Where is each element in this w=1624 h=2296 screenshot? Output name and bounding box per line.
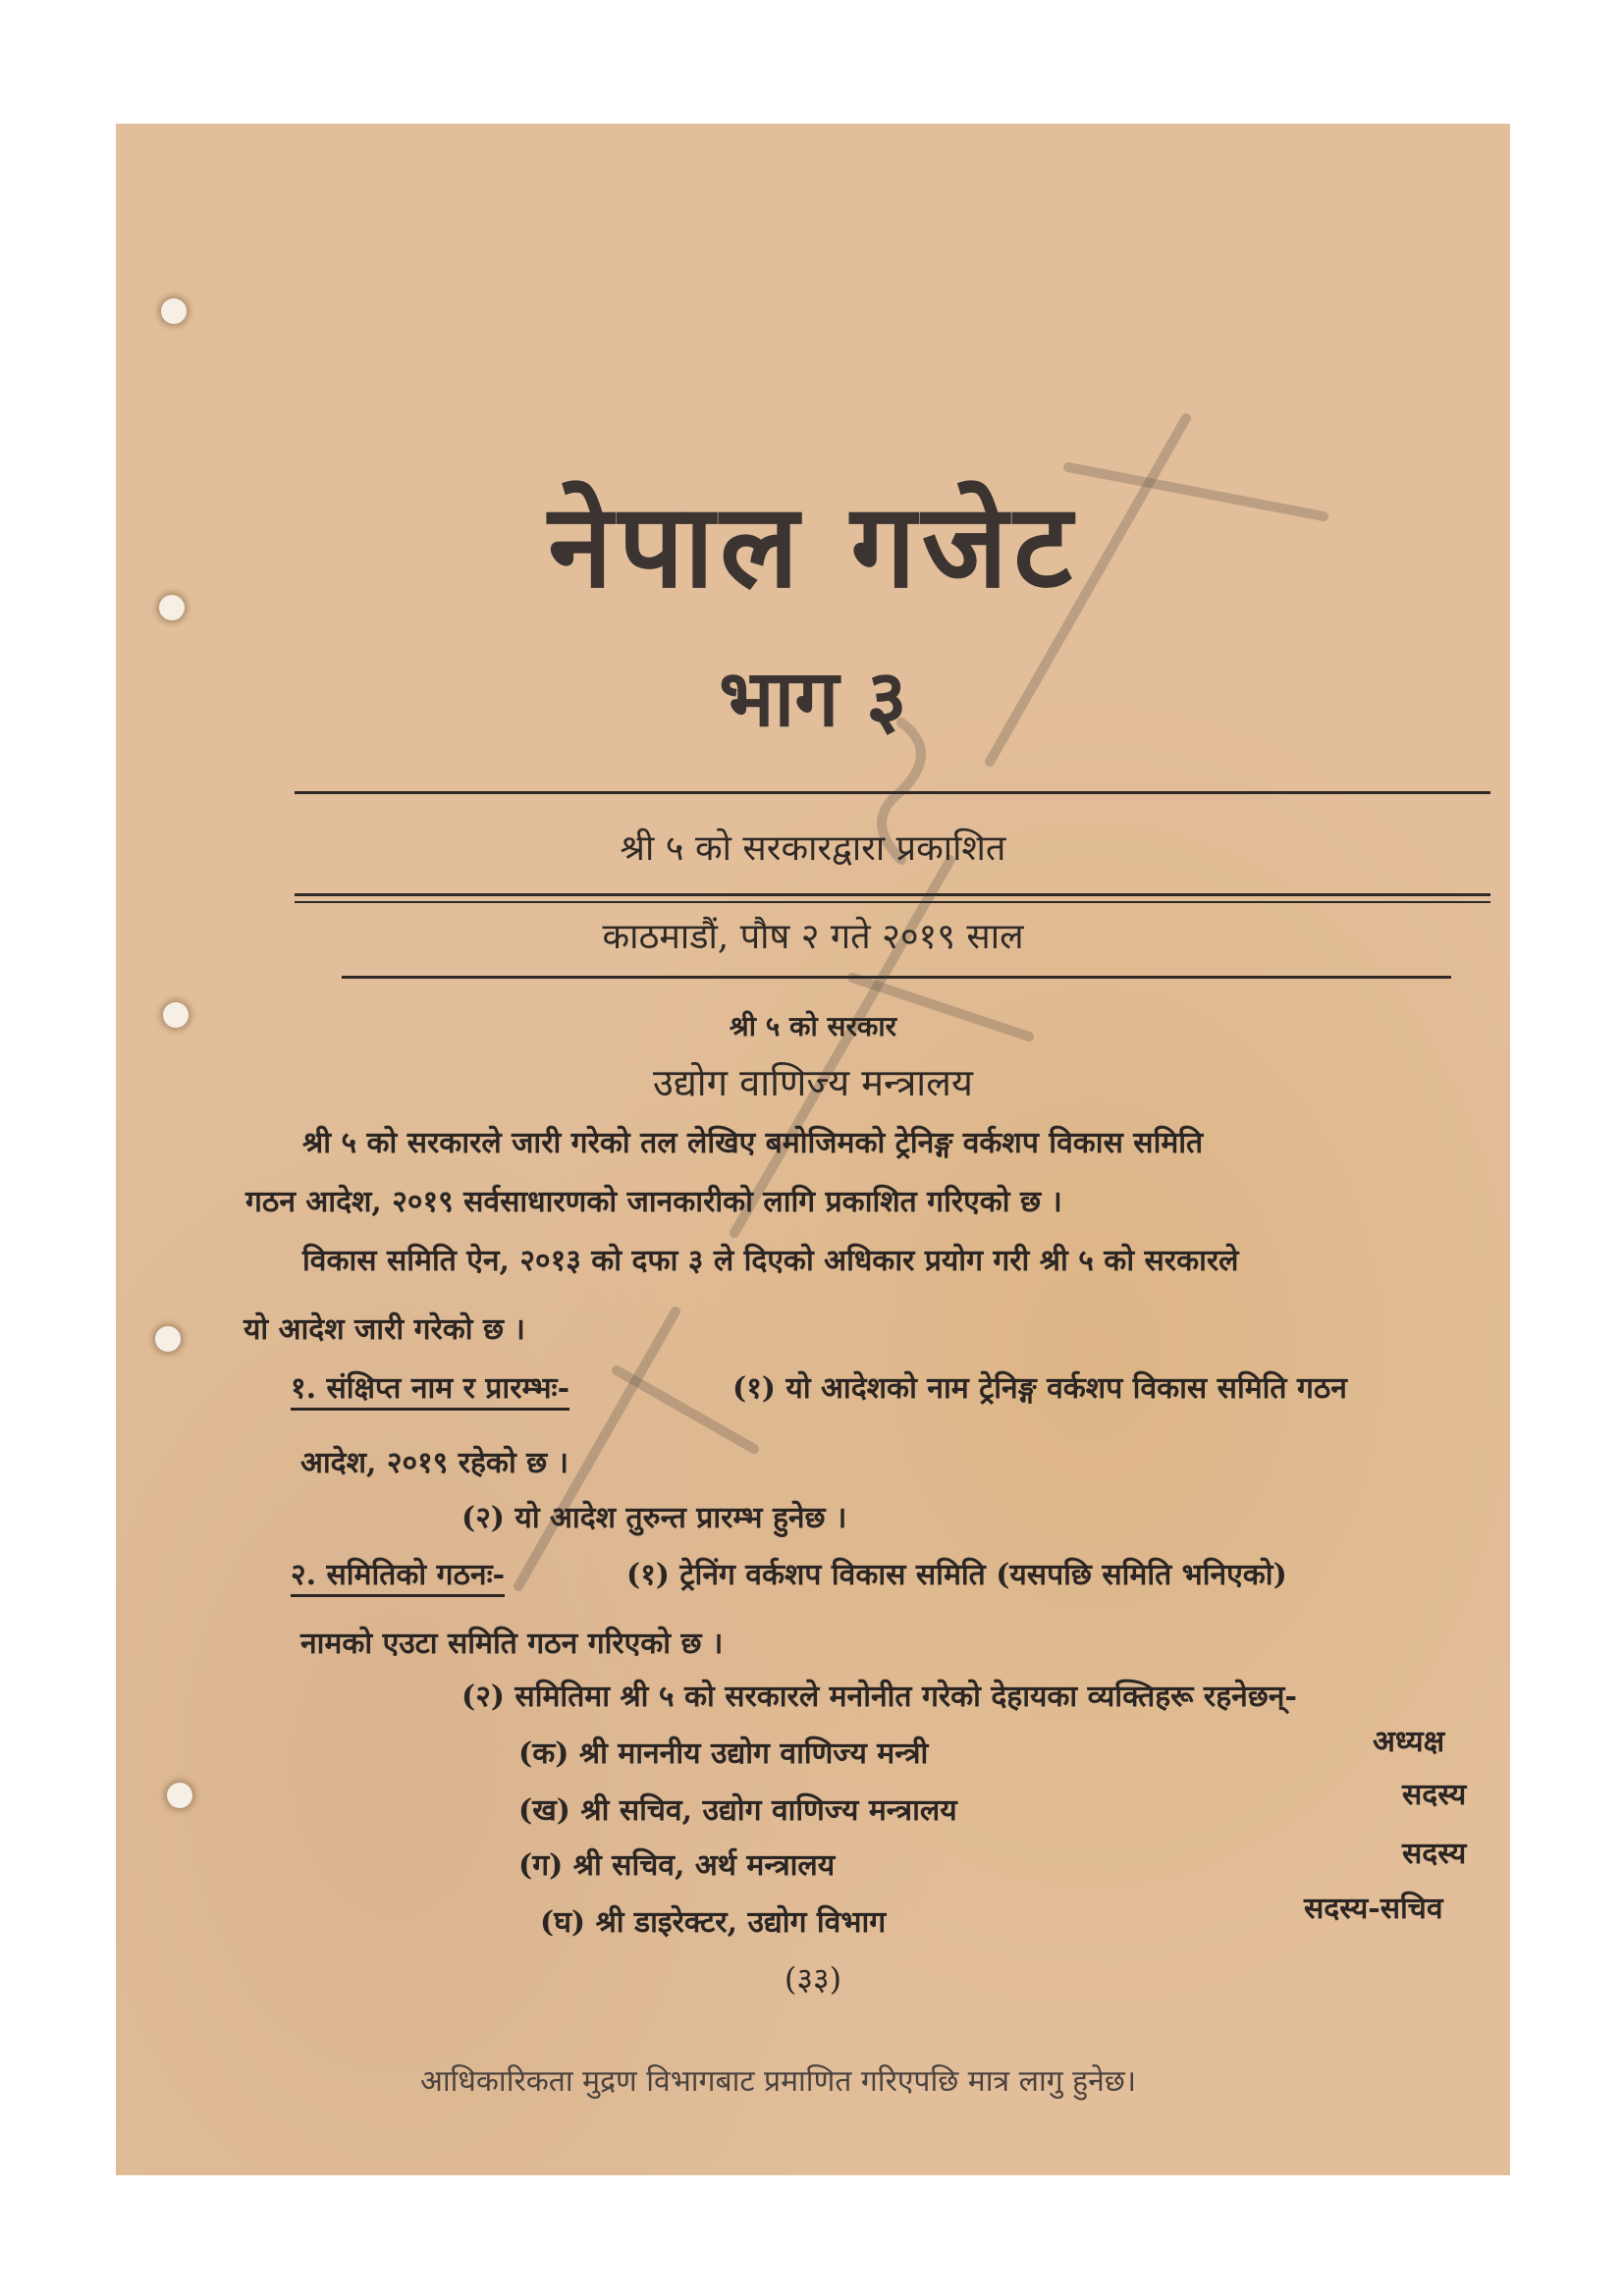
section-1-text-1: (१) यो आदेशको नाम ट्रेनिङ्ग वर्कशप विकास समिति गठन (732, 1371, 1347, 1406)
member-role: अध्यक्ष (1373, 1725, 1445, 1759)
member-item: (क) श्री माननीय उद्योग वाणिज्य मन्त्री (518, 1736, 929, 1771)
authority-line-2: यो आदेश जारी गरेको छ । (244, 1312, 525, 1347)
divider (295, 893, 1490, 896)
member-role: सदस्य (1402, 1778, 1467, 1812)
divider (342, 976, 1451, 979)
section-2-text-1: (१) ट्रेनिंग वर्कशप विकास समिति (यसपछि समिति भनिएको) (626, 1558, 1287, 1592)
page-number: (३३) (784, 1960, 842, 1998)
punch-hole (155, 1326, 181, 1352)
ministry-heading: उद्योग वाणिज्य मन्त्रालय (653, 1061, 973, 1104)
divider (295, 791, 1490, 794)
punch-hole (167, 1783, 192, 1808)
authority-line-1: विकास समिति ऐन, २०१३ को दफा ३ ले दिएको अधिकार प्रयोग गरी श्री ५ को सरकारले (302, 1244, 1239, 1278)
member-role: सदस्य-सचिव (1304, 1892, 1443, 1926)
section-2-clause-2: (२) समितिमा श्री ५ को सरकारले मनोनीत गरेको देहायका व्यक्तिहरू रहनेछन्- (461, 1680, 1297, 1714)
government-heading: श्री ५ को सरकार (729, 1010, 897, 1042)
member-item: (घ) श्री डाइरेक्टर, उद्योग विभाग (540, 1905, 887, 1940)
section-1-text-2: आदेश, २०१९ रहेको छ । (300, 1446, 569, 1480)
intro-line-2: गठन आदेश, २०१९ सर्वसाधारणको जानकारीको लागि प्रकाशित गरिएको छ । (245, 1185, 1062, 1219)
gazette-title: नेपाल गजेट (548, 477, 1078, 614)
authenticity-note: आधिकारिकता मुद्रण विभागबाट प्रमाणित गरिएपछि मात्र लागु हुनेछ। (420, 2064, 1137, 2099)
section-2-heading (291, 1553, 505, 1593)
section-1-clause-2: (२) यो आदेश तुरुन्त प्रारम्भ हुनेछ । (461, 1501, 847, 1535)
section-2-title: २. समितिको गठनः- (291, 1558, 505, 1597)
member-item: (ग) श्री सचिव, अर्थ मन्त्रालय (518, 1848, 836, 1883)
dateline: काठमाडौं, पौष २ गते २०१९ साल (602, 917, 1024, 957)
section-1-title: १. संक्षिप्त नाम र प्रारम्भः- (291, 1371, 569, 1411)
gazette-part: भाग ३ (719, 652, 907, 744)
member-role: सदस्य (1402, 1837, 1467, 1871)
punch-hole (161, 298, 187, 324)
member-item: (ख) श्री सचिव, उद्योग वाणिज्य मन्त्रालय (518, 1793, 957, 1828)
divider (295, 901, 1490, 903)
intro-line-1: श्री ५ को सरकारले जारी गरेको तल लेखिए बमोजिमको ट्रेनिङ्ग वर्कशप विकास समिति (302, 1126, 1204, 1160)
section-2-text-2: नामको एउटा समिति गठन गरिएको छ । (300, 1627, 724, 1661)
publisher-line: श्री ५ को सरकारद्वारा प्रकाशित (620, 828, 1006, 869)
section-1-heading (291, 1366, 569, 1407)
gazette-page (116, 124, 1510, 2175)
